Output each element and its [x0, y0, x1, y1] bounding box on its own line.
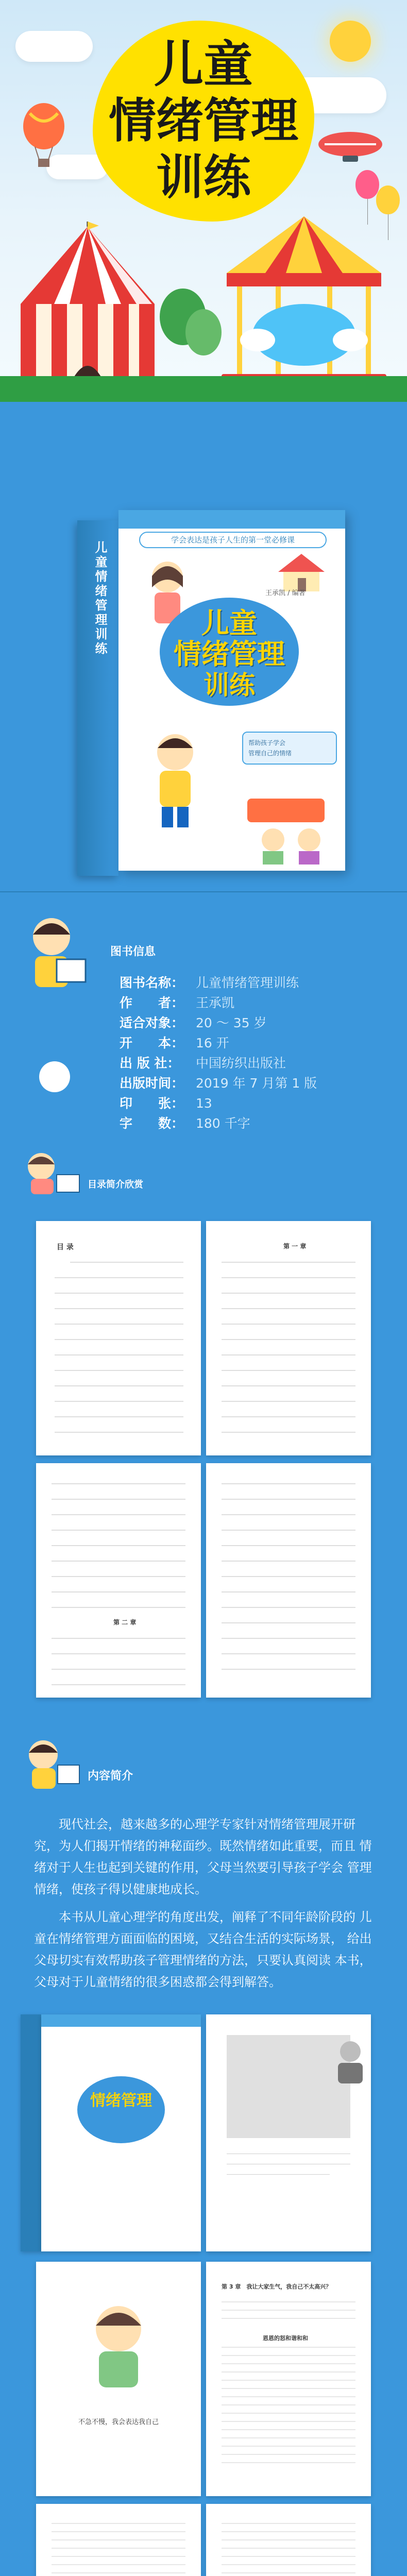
section-divider — [0, 891, 407, 892]
info-key: 作 者： — [120, 995, 184, 1010]
info-row-format — [120, 1033, 377, 1053]
kids-reading-illustration — [252, 824, 335, 866]
info-section-header: 图书信息 — [110, 945, 156, 958]
hero-title-line1: 儿童 — [154, 36, 253, 93]
cover-note-box — [242, 732, 337, 765]
balloon-icon — [355, 170, 379, 199]
info-value: 儿童情绪管理训练 — [196, 975, 299, 990]
hero-banner — [0, 0, 407, 402]
boy-illustration — [139, 726, 211, 829]
hero-title-line2: 情绪管理 — [108, 93, 298, 148]
toc-lines — [55, 1257, 183, 1443]
info-value: 2019 年 7 月第 1 版 — [196, 1076, 317, 1091]
hot-air-balloon-illustration — [21, 103, 67, 170]
kid-with-book-illustration — [21, 1149, 82, 1195]
grass-ground — [0, 376, 407, 402]
sample-page-photo — [206, 2014, 371, 2251]
info-key: 出版时间： — [120, 1076, 184, 1091]
house-illustration — [273, 551, 330, 592]
cover-ribbon — [247, 799, 325, 822]
info-key: 开 本： — [120, 1036, 184, 1050]
info-value: 13 — [196, 1096, 212, 1111]
cover-note-line: 帮助孩子学会 — [248, 739, 286, 747]
book-cover — [118, 510, 345, 871]
info-key: 图书名称： — [120, 975, 184, 990]
sample-page — [36, 2262, 201, 2496]
info-row-title — [120, 973, 377, 993]
toc-section-header: 目录简介欣赏 — [88, 1179, 143, 1190]
info-value: 王承凯 — [196, 995, 235, 1010]
kid-with-book-illustration — [21, 1736, 82, 1793]
info-value: 180 千字 — [196, 1116, 250, 1131]
cover-top-band — [118, 510, 345, 529]
toc-page — [206, 1221, 371, 1455]
info-key: 适合对象： — [120, 1015, 184, 1030]
thumbnail-spine — [21, 2014, 41, 2251]
body-text-lines — [222, 2519, 355, 2576]
info-row-publisher — [120, 1053, 377, 1073]
toc-page — [36, 1463, 201, 1698]
sample-page — [206, 2504, 371, 2576]
carousel-illustration — [216, 206, 392, 402]
girl-avatar-icon — [39, 1061, 70, 1092]
cover-title-line1: 儿童 — [201, 607, 257, 639]
toc-page — [206, 1463, 371, 1698]
book-slogan: 学会表达是孩子人生的第一堂必修课 — [139, 532, 327, 548]
thumbnail-title: 情绪管理 — [90, 2092, 152, 2110]
toc-lines — [222, 1479, 355, 1685]
child-illustration — [72, 2298, 165, 2396]
intro-section-header: 内容简介 — [88, 1770, 133, 1783]
cover-note-line: 管理自己的情绪 — [248, 750, 292, 757]
tree-illustration — [185, 309, 222, 355]
info-key: 字 数： — [120, 1116, 184, 1131]
info-value: 16 开 — [196, 1036, 229, 1050]
info-row-author — [120, 993, 377, 1013]
sample-heading: 第 3 章 我让大家生气，我自己不太高兴？ — [222, 2283, 332, 2290]
intro-paragraph-1: 现代社会，越来越多的心理学专家针对情绪管理展开研 究，为人们揭开情绪的神秘面纱。既然情绪如此重要，而且 情绪对于人生也起到关键的作用，父母当然要引导孩子学会 管理情绪，使孩子得以健康地成长。 — [34, 1817, 372, 1896]
toc-chapter-label: 第 二 章 — [113, 1619, 137, 1626]
reading-kid-illustration — [21, 912, 93, 994]
book-spine-title: 儿童情绪管理训练 — [93, 541, 107, 656]
thumbnail-band — [41, 2014, 201, 2027]
sun-illustration — [330, 21, 371, 62]
toc-lines — [52, 1479, 185, 1613]
info-value: 中国纺织出版社 — [196, 1056, 286, 1071]
info-value: 20 ～ 35 岁 — [196, 1015, 267, 1030]
circus-tent-illustration — [10, 222, 165, 397]
sample-page — [206, 2262, 371, 2496]
sample-subheading: 恩恩的怒和谐和和 — [263, 2335, 308, 2342]
info-key: 出 版 社： — [120, 1056, 180, 1071]
body-text-lines — [52, 2519, 185, 2576]
info-key: 印 张： — [120, 1096, 184, 1111]
sample-page — [36, 2504, 201, 2576]
toc-label: 目 录 — [57, 1243, 74, 1251]
toc-lines — [222, 1257, 355, 1443]
info-row-sheets — [120, 1093, 377, 1113]
text-line — [227, 2174, 330, 2175]
body-text-lines — [222, 2298, 355, 2483]
toc-page — [36, 1221, 201, 1455]
book-author-tag: 王承凯 / 编著 — [265, 589, 306, 597]
person-photo-illustration — [330, 2035, 371, 2087]
info-row-pubdate — [120, 1073, 377, 1093]
cover-thumbnail — [41, 2014, 201, 2251]
toc-chapter-label: 第 一 章 — [283, 1243, 307, 1250]
cloud-illustration — [15, 31, 93, 62]
info-row-audience — [120, 1013, 377, 1033]
info-row-wordcount — [120, 1113, 377, 1133]
toc-lines — [52, 1633, 185, 1690]
cover-title-line3: 训练 — [204, 670, 255, 700]
sample-caption: 不急不慢，我会表达我自己 — [78, 2418, 159, 2426]
hero-title-line3: 训练 — [156, 150, 251, 205]
airship-illustration — [314, 129, 386, 165]
cover-title-line2: 情绪管理 — [174, 638, 285, 670]
intro-paragraph-2: 本书从儿童心理学的角度出发，阐释了不同年龄阶段的 儿童在情绪管理方面面临的困境，又结合生活的实际场景， 给出父母切实有效帮助孩子管理情绪的方法，只要认真阅读 本书，父母对于儿童情绪的很多困惑都会得到解答。 — [34, 1910, 372, 1989]
